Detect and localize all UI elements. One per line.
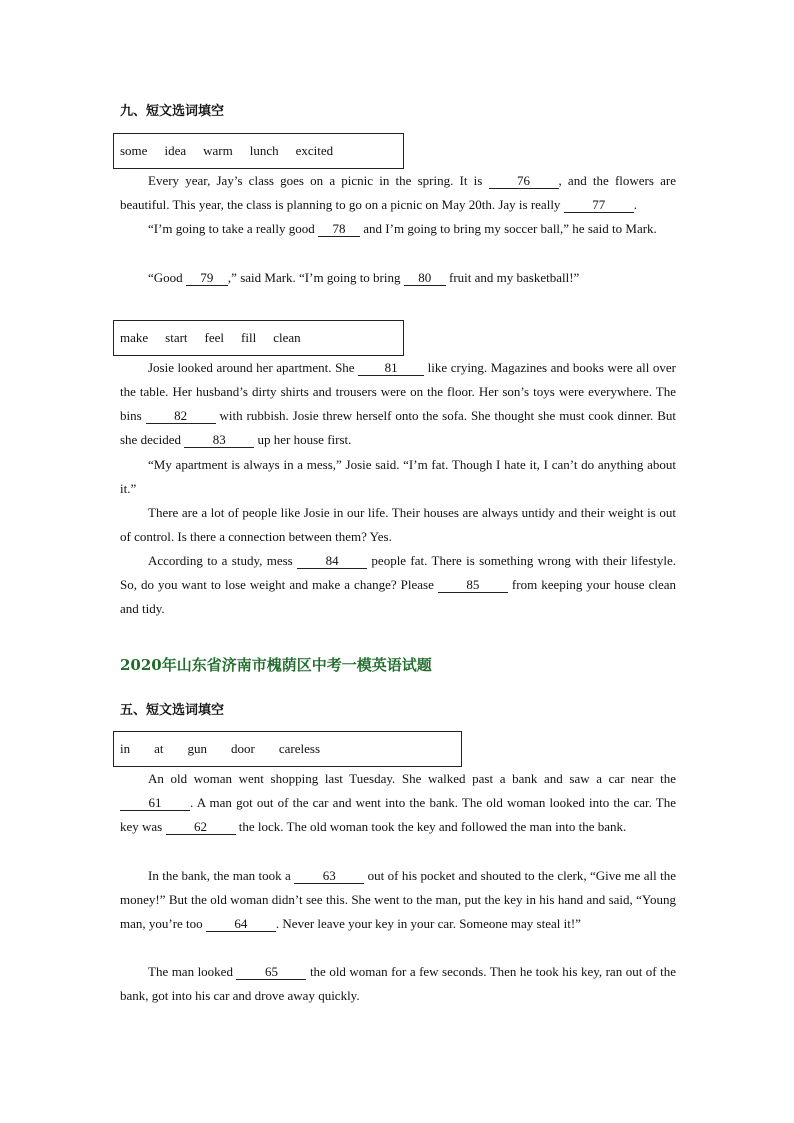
word-bank-item: make: [120, 330, 149, 345]
paragraph-picnic-2: “I’m going to take a really good 78 and I’m going to bring my soccer ball,” he said to Mark.: [148, 221, 657, 236]
word-bank-2: [113, 320, 404, 356]
paragraph-josie-3: There are a lot of people like Josie in our life. Their houses are always untidy and their weight is out of control. Is there a connection between them? Yes.: [120, 505, 676, 545]
word-bank-item: lunch: [249, 143, 279, 158]
word-bank-item: start: [165, 330, 188, 345]
word-bank-item: in: [120, 741, 131, 756]
paragraph-josie-1: Josie looked around her apartment. She 81 like crying. Magazines and books were all over the table. Her husband’s dirty shirts and trousers were on the floor. Her son’s toys were everywhere. The bins 82 with rubbish. Josie threw herself onto the sofa. She thought she must cook dinner. But she decided 83 up her house first.: [120, 360, 676, 448]
blank-76: 76: [489, 173, 559, 189]
word-bank-item: excited: [295, 143, 334, 158]
word-bank-item: fill: [241, 330, 257, 345]
blank-63: 63: [294, 868, 364, 884]
blank-81: 81: [358, 360, 424, 376]
blank-80: 80: [404, 270, 446, 286]
blank-83: 83: [184, 432, 254, 448]
word-bank-item: feel: [204, 330, 225, 345]
word-bank-item: some: [120, 143, 148, 158]
blank-85: 85: [438, 577, 508, 593]
paragraph-josie-2: “My apartment is always in a mess,” Josie said. “I’m fat. Though I hate it, I can’t do anything about it.”: [120, 457, 676, 497]
word-bank-item: idea: [164, 143, 187, 158]
blank-65: 65: [236, 964, 306, 980]
word-bank-item: careless: [278, 741, 320, 756]
blank-82: 82: [146, 408, 216, 424]
word-bank-item: gun: [187, 741, 208, 756]
blank-64: 64: [206, 916, 276, 932]
blank-61: 61: [120, 795, 190, 811]
word-bank-item: door: [231, 741, 255, 756]
word-bank-item: at: [154, 741, 164, 756]
word-bank-3: [113, 731, 462, 767]
paragraph-josie-4: According to a study, mess 84 people fat. There is something wrong with their lifestyle. So, do you want to lose weight and make a change? Please 85 from keeping your house clean and tidy.: [120, 553, 677, 617]
exam-title: 2020年山东省济南市槐荫区中考一模英语试题: [120, 656, 432, 674]
blank-78: 78: [318, 221, 360, 237]
paragraph-bank-2: In the bank, the man took a 63 out of his pocket and shouted to the clerk, “Give me all the money!” But the old woman didn’t see this. She went to the man, put the key in his hand and said, “Young man, you’re too 64 . Never leave your key in your car. Someone may steal it!”: [120, 868, 676, 932]
blank-79: 79: [186, 270, 228, 286]
section-heading-5: 五、短文选词填空: [120, 703, 225, 718]
paragraph-picnic-3: “Good 79 ,” said Mark. “I’m going to bring 80 fruit and my basketball!”: [148, 270, 580, 285]
word-bank-1: [113, 133, 404, 169]
paragraph-bank-1: An old woman went shopping last Tuesday. She walked past a bank and saw a car near the 61 . A man got out of the car and went into the bank. The old woman looked into the car. The key was 62 the lock. The old woman took the key and followed the man into the bank.: [120, 771, 676, 835]
blank-84: 84: [297, 553, 367, 569]
blank-62: 62: [166, 819, 236, 835]
paragraph-bank-3: The man looked 65 the old woman for a few seconds. Then he took his key, ran out of the bank, got into his car and drove away quickly.: [120, 964, 676, 1004]
word-bank-item: clean: [273, 330, 301, 345]
section-heading-9: 九、短文选词填空: [120, 104, 225, 119]
word-bank-item: warm: [203, 143, 233, 158]
paragraph-picnic-1: Every year, Jay’s class goes on a picnic in the spring. It is 76 , and the flowers are beautiful. This year, the class is planning to go on a picnic on May 20th. Jay is really 77 .: [120, 173, 676, 213]
blank-77: 77: [564, 197, 634, 213]
